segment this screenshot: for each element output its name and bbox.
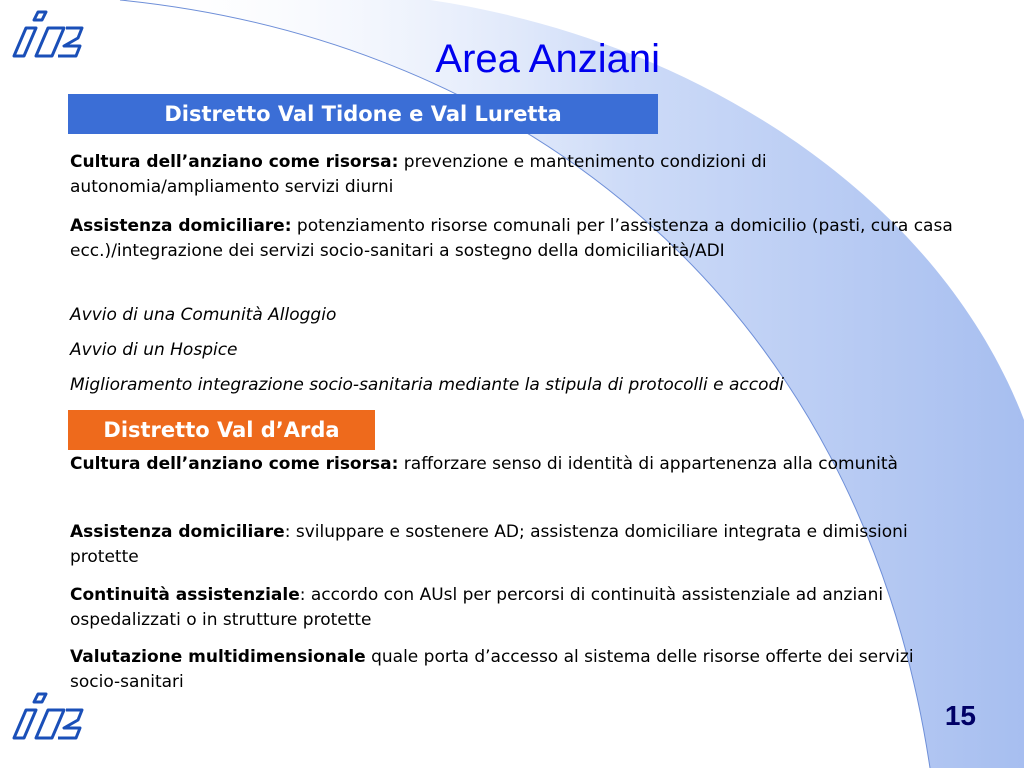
section-heading-val-darda: Distretto Val d’Arda xyxy=(68,410,375,450)
list-item xyxy=(70,303,960,328)
slide-title: Area Anziani xyxy=(435,37,660,81)
item-text: prevenzione e mantenimento condizioni di autonomia/ampliamento servizi diurni xyxy=(70,152,767,197)
list-item xyxy=(70,645,960,695)
list-item xyxy=(70,214,960,264)
item-label: Assistenza domiciliare: xyxy=(70,216,292,236)
list-item xyxy=(70,373,960,398)
list-item xyxy=(70,452,960,477)
ias-logo-icon xyxy=(8,688,88,750)
item-text: Avvio di un Hospice xyxy=(70,340,238,360)
list-item xyxy=(70,338,960,363)
item-text: quale porta d’accesso al sistema delle risorse offerte dei servizi socio-sanitari xyxy=(70,647,914,692)
list-item xyxy=(70,520,960,570)
page-number: 15 xyxy=(944,700,976,731)
item-label: Assistenza domiciliare xyxy=(70,522,285,542)
item-label: Cultura dell’anziano come risorsa: xyxy=(70,454,399,474)
item-text: Avvio di una Comunità Alloggio xyxy=(70,305,337,325)
item-text: : sviluppare e sostenere AD; assistenza domiciliare integrata e dimissioni protette xyxy=(70,522,908,567)
item-text: Miglioramento integrazione socio-sanitaria mediante la stipula di protocolli e accodi xyxy=(70,375,784,395)
item-text: potenziamento risorse comunali per l’assistenza a domicilio (pasti, cura casa ecc.)/integrazione dei servizi socio-sanitari a sostegno della domiciliarità/ADI xyxy=(70,216,953,261)
item-text: : accordo con AUsl per percorsi di continuità assistenziale ad anziani ospedalizzati o in strutture protette xyxy=(70,585,884,630)
ias-logo-icon xyxy=(8,6,88,68)
item-label: Valutazione multidimensionale xyxy=(70,647,366,667)
list-item xyxy=(70,583,960,633)
item-label: Cultura dell’anziano come risorsa: xyxy=(70,152,399,172)
item-text: rafforzare senso di identità di appartenenza alla comunità xyxy=(398,454,898,474)
item-label: Continuità assistenziale xyxy=(70,585,300,605)
list-item xyxy=(70,150,960,200)
section-heading-val-tidone: Distretto Val Tidone e Val Luretta xyxy=(68,94,658,134)
